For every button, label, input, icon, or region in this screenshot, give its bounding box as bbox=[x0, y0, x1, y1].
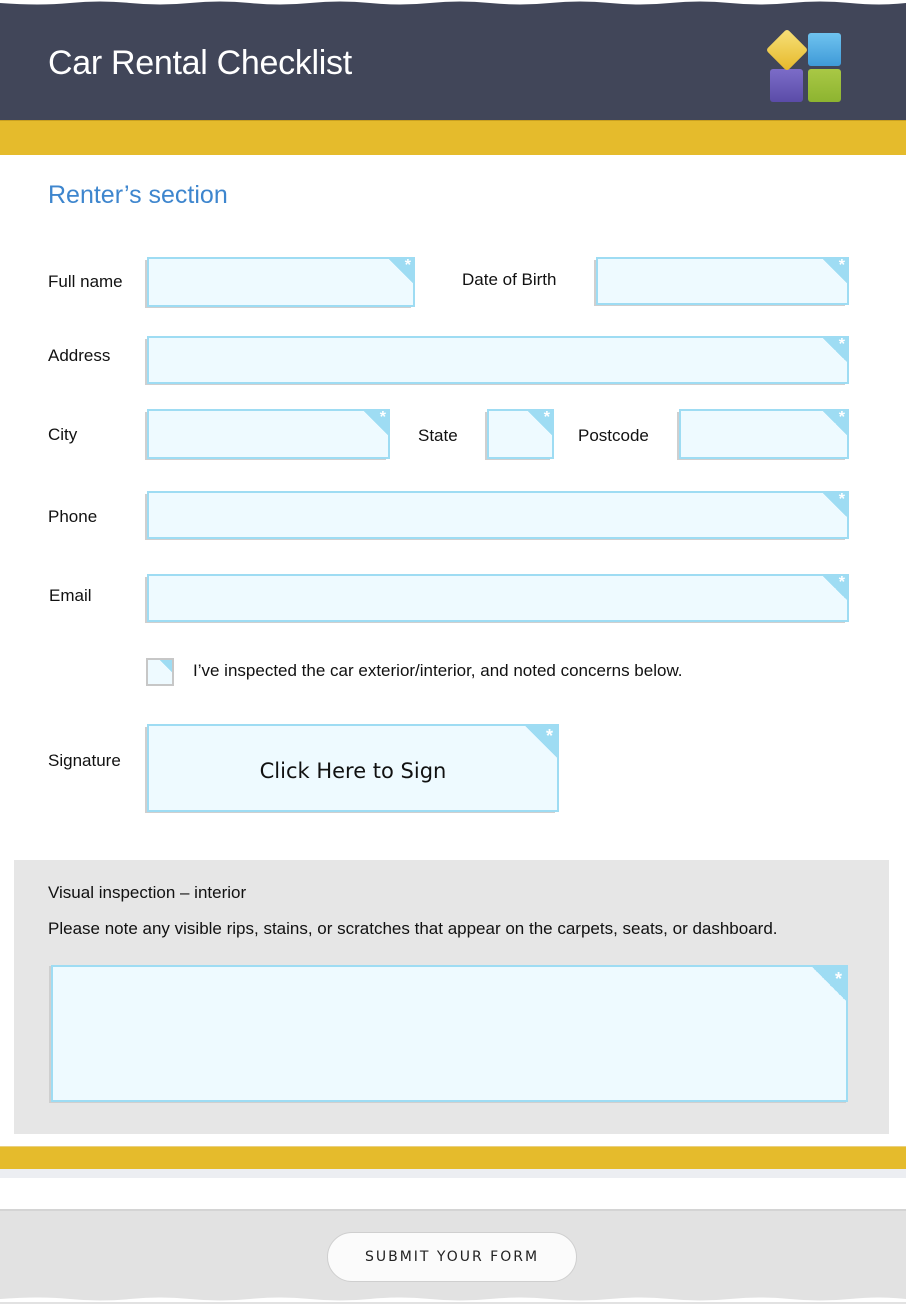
city-label: City bbox=[48, 425, 78, 444]
submit-form-button[interactable]: SUBMIT YOUR FORM bbox=[327, 1232, 577, 1282]
visual-inspection-title: Visual inspection – interior bbox=[48, 883, 247, 902]
signature-label: Signature bbox=[48, 751, 121, 770]
signature-pad[interactable] bbox=[147, 724, 559, 812]
required-marker-icon: * bbox=[823, 576, 847, 600]
full-name-field[interactable] bbox=[147, 257, 415, 307]
email-label: Email bbox=[49, 586, 92, 605]
state-label: State bbox=[418, 426, 458, 445]
required-marker-icon: * bbox=[364, 411, 388, 435]
logo-blue-square bbox=[808, 33, 841, 66]
page-header bbox=[0, 0, 906, 120]
postcode-label: Postcode bbox=[578, 426, 649, 445]
required-marker-icon: * bbox=[528, 411, 552, 435]
inspection-checkbox-label: I’ve inspected the car exterior/interior, and noted concerns below. bbox=[193, 661, 683, 680]
logo-green-square bbox=[808, 69, 841, 102]
city-field[interactable] bbox=[147, 409, 390, 459]
email-field[interactable] bbox=[147, 574, 849, 622]
click-to-sign-prompt[interactable]: Click Here to Sign bbox=[259, 759, 447, 783]
phone-field[interactable] bbox=[147, 491, 849, 539]
torn-edge-top bbox=[0, 0, 906, 6]
required-marker-icon: * bbox=[823, 411, 847, 435]
four-squares-logo-icon bbox=[764, 30, 844, 106]
required-marker-icon: * bbox=[823, 259, 847, 283]
visual-inspection-description: Please note any visible rips, stains, or scratches that appear on the carpets, seats, or dashboard. bbox=[48, 919, 778, 938]
form-title: Car Rental Checklist bbox=[48, 44, 352, 82]
torn-edge-bottom bbox=[0, 1296, 906, 1302]
bottom-accent-bar bbox=[0, 1146, 906, 1169]
bottom-divider-strip bbox=[0, 1169, 906, 1178]
checkbox-corner-icon bbox=[160, 660, 172, 672]
required-marker-icon: * bbox=[812, 967, 846, 1001]
full-name-label: Full name bbox=[48, 272, 123, 291]
address-label: Address bbox=[48, 346, 111, 365]
required-marker-icon: * bbox=[389, 259, 413, 283]
interior-notes-textarea[interactable] bbox=[51, 965, 848, 1102]
header-accent-bar bbox=[0, 120, 906, 155]
logo-purple-square bbox=[770, 69, 803, 102]
required-marker-icon: * bbox=[823, 338, 847, 362]
date-of-birth-label: Date of Birth bbox=[462, 270, 557, 289]
date-of-birth-field[interactable] bbox=[596, 257, 849, 305]
logo-yellow-diamond bbox=[766, 29, 808, 71]
state-field[interactable] bbox=[487, 409, 554, 459]
address-field[interactable] bbox=[147, 336, 849, 384]
phone-label: Phone bbox=[48, 507, 98, 526]
postcode-field[interactable] bbox=[679, 409, 849, 459]
inspection-checkbox[interactable] bbox=[146, 658, 174, 686]
required-marker-icon: * bbox=[525, 726, 557, 758]
required-marker-icon: * bbox=[823, 493, 847, 517]
section-title: Renter’s section bbox=[48, 181, 228, 209]
